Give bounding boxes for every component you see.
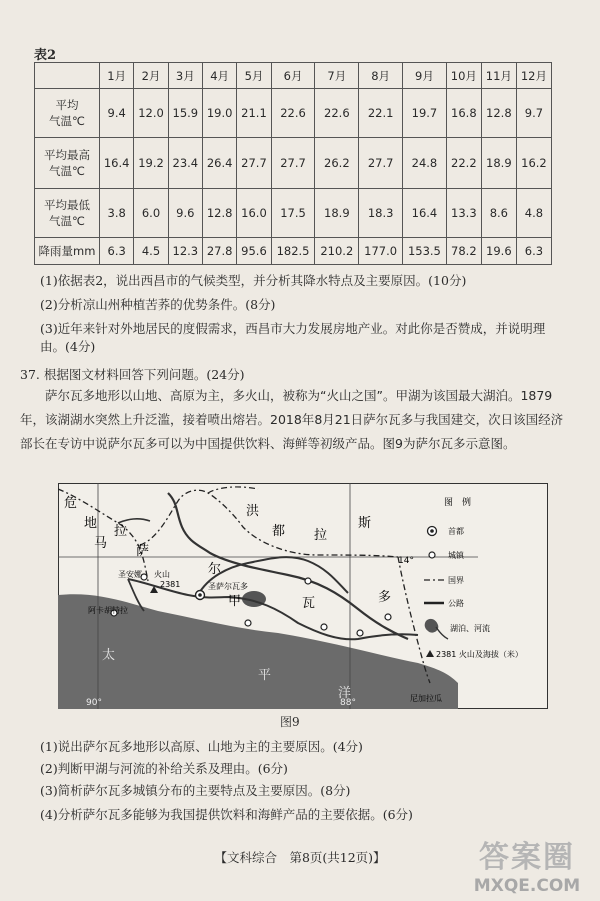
town-marker [245,620,251,626]
legend-town-icon [429,552,435,558]
table-corner-cell [35,63,100,89]
table-cell: 153.5 [403,238,447,265]
climate-table [34,62,552,265]
table-cell: 19.7 [403,89,447,138]
town-marker [321,624,327,630]
table-cell: 26.4 [202,138,236,189]
table-cell: 19.6 [481,238,516,265]
month-header: 3月 [168,63,202,89]
month-header: 10月 [446,63,481,89]
table-cell: 12.8 [202,189,236,238]
table-cell: 12.0 [134,89,168,138]
table-cell: 22.2 [446,138,481,189]
legend-label: 2381 火山及海拔（米） [436,650,523,659]
question-36-part-2: (2)分析凉山州种植苦荞的优势条件。(8分) [40,297,276,312]
sea-label: 洋 [338,686,352,701]
table-cell: 18.9 [481,138,516,189]
month-header: 9月 [403,63,447,89]
month-header: 5月 [237,63,271,89]
month-header: 2月 [134,63,168,89]
table-cell: 16.0 [237,189,271,238]
town-label-santa-ana: 圣安娜 [118,570,142,579]
map-label: 拉 [114,524,128,539]
table-cell: 16.4 [403,189,447,238]
table-cell: 22.6 [315,89,359,138]
volcano-label: 火山 [154,570,170,579]
map-label: 洪 [246,504,260,519]
volcano-height-label: 2381 [160,580,181,589]
table-cell: 22.6 [271,89,315,138]
lake-label: 甲 [228,594,242,609]
question-36-part-1: (1)依据表2，说出西昌市的气候类型，并分析其降水特点及主要原因。(10分) [40,273,467,288]
table-row-max-temp [35,138,552,189]
month-header: 1月 [100,63,134,89]
row-header: 平均最高 气温℃ [35,138,100,189]
question-37-material: 萨尔瓦多地形以山地、高原为主，多火山，被称为“火山之国”。甲湖为该国最大湖泊。1879年，该湖湖水突然上升泛滥，接着喷出熔岩。2018年8月21日萨尔瓦多与我国建交，次日该国经济部长在专访中说萨尔瓦多可以为中国提供饮料、海鲜等初级产品。图9为萨尔瓦多示意图。 [20,388,564,451]
table-cell: 21.1 [237,89,271,138]
table-cell: 13.3 [446,189,481,238]
table-header-row [35,63,552,89]
figure-caption: 图9 [280,715,300,729]
row-header: 平均 气温℃ [35,89,100,138]
table-cell: 78.2 [446,238,481,265]
table-cell: 9.7 [516,89,551,138]
month-header: 11月 [481,63,516,89]
capital-label: 圣萨尔瓦多 [208,582,248,591]
table-cell: 177.0 [359,238,403,265]
table-cell: 18.3 [359,189,403,238]
table-cell: 95.6 [237,238,271,265]
table-cell: 9.4 [100,89,134,138]
town-marker [385,614,391,620]
map-label: 都 [272,524,286,539]
table-cell: 19.0 [202,89,236,138]
map-label: 尔 [208,562,222,577]
month-header: 12月 [516,63,551,89]
legend-label: 湖泊、河流 [450,624,490,633]
sea-label: 平 [258,668,272,683]
capital-marker-dot [198,593,202,597]
map-label: 多 [378,590,392,605]
table-row-rainfall [35,238,552,265]
table-cell: 6.3 [100,238,134,265]
table-cell: 15.9 [168,89,202,138]
table-cell: 16.4 [100,138,134,189]
sea-label: 太 [102,648,116,663]
table-cell: 4.8 [516,189,551,238]
month-header: 8月 [359,63,403,89]
table-cell: 27.7 [271,138,315,189]
table-cell: 27.8 [202,238,236,265]
latitude-label: 14° [398,556,414,566]
legend-label: 国界 [448,576,464,585]
table-cell: 19.2 [134,138,168,189]
question-36-part-3: (3)近年来针对外地居民的度假需求，西昌市大力发展房地产业。对此你是否赞成，并说明理由。(4分) [40,321,546,354]
table-cell: 3.8 [100,189,134,238]
town-label-acajutla: 阿卡胡特拉 [88,606,128,615]
row-header: 平均最低 气温℃ [35,189,100,238]
el-salvador-map [58,483,548,709]
longitude-label-88: 88° [340,698,356,708]
month-header: 4月 [202,63,236,89]
map-label: 瓦 [302,596,316,611]
table-cell: 22.1 [359,89,403,138]
question-37-part-4: (4)分析萨尔瓦多能够为我国提供饮料和海鲜产品的主要依据。(6分) [40,807,413,822]
map-label: 危 [64,496,78,511]
table-row-min-temp [35,189,552,238]
table-cell: 4.5 [134,238,168,265]
town-marker [305,578,311,584]
table-label: 表2 [34,48,57,63]
question-37-heading: 37. 根据图文材料回答下列问题。(24分) [20,367,245,382]
table-cell: 182.5 [271,238,315,265]
legend-label: 城镇 [448,551,464,560]
table-cell: 24.8 [403,138,447,189]
table-cell: 16.2 [516,138,551,189]
legend-title: 图 例 [444,498,472,508]
watermark-logo: 答案圈 MXQE.COM [473,840,581,896]
map-label: 拉 [314,528,328,543]
question-37-part-3: (3)简析萨尔瓦多城镇分布的主要特点及主要原因。(8分) [40,783,351,798]
table-row-avg-temp [35,89,552,138]
page-footer: 【文科综合 第8页(共12页)】 [214,850,386,865]
question-37-part-1: (1)说出萨尔瓦多地形以高原、山地为主的主要原因。(4分) [40,739,363,754]
table-cell: 6.3 [516,238,551,265]
month-header: 6月 [271,63,315,89]
table-cell: 16.8 [446,89,481,138]
longitude-label-90: 90° [86,698,102,708]
table-cell: 6.0 [134,189,168,238]
table-cell: 12.8 [481,89,516,138]
table-cell: 23.4 [168,138,202,189]
table-cell: 8.6 [481,189,516,238]
town-marker [357,630,363,636]
legend-label: 公路 [448,599,464,608]
table-cell: 26.2 [315,138,359,189]
table-cell: 12.3 [168,238,202,265]
map-label: 地 [84,516,98,531]
map-label: 马 [94,536,108,551]
nicaragua-label: 尼加拉瓜 [410,694,442,703]
table-cell: 9.6 [168,189,202,238]
table-cell: 17.5 [271,189,315,238]
month-header: 7月 [315,63,359,89]
table-cell: 27.7 [237,138,271,189]
table-cell: 210.2 [315,238,359,265]
row-header: 降雨量mm [35,238,100,265]
legend-label: 首都 [448,527,464,536]
map-label: 斯 [358,516,372,531]
question-37-part-2: (2)判断甲湖与河流的补给关系及理由。(6分) [40,761,288,776]
table-cell: 27.7 [359,138,403,189]
table-cell: 18.9 [315,189,359,238]
map-label: 萨 [136,544,150,559]
